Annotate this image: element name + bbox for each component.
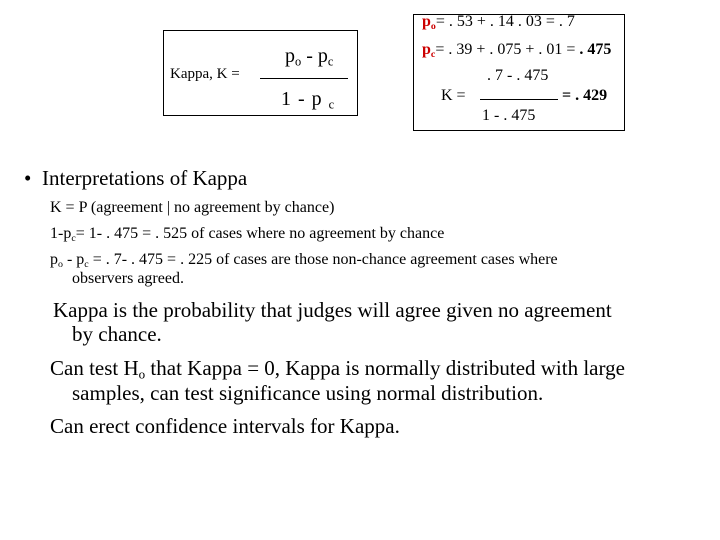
kappa-computation-box (413, 14, 625, 131)
text-line-confidence: Can erect confidence intervals for Kappa. (50, 414, 400, 438)
po-rest: = . 53 + . 14 . 03 = . 7 (435, 13, 575, 30)
denominator-sub: c (328, 97, 336, 112)
numerator-b-sub: c (327, 54, 334, 69)
text-line-non-chance-cont: observers agreed. (72, 270, 184, 287)
bullet-marker: • (24, 166, 32, 190)
formula-denominator (281, 88, 335, 111)
po-label: p (422, 13, 431, 30)
denominator-text: 1 - p (281, 88, 323, 110)
pc-result: . 475 (579, 41, 612, 58)
pc-sub: c (430, 48, 436, 60)
numerator-a: p (285, 45, 295, 67)
k-result: = . 429 (562, 87, 608, 104)
text-line-test-h0 (50, 356, 625, 381)
line2-sub: c (71, 232, 76, 244)
line3-a: p (50, 251, 58, 268)
po-computation (422, 13, 575, 31)
numerator-op: - (301, 45, 318, 67)
po-sub: o (430, 20, 436, 32)
k-denominator: 1 - . 475 (482, 107, 536, 124)
kappa-formula-box (163, 30, 358, 116)
text-line-probability-cont: by chance. (72, 322, 162, 346)
k-label: K = (441, 87, 466, 104)
line3-c: = . 7- . 475 = . 225 of cases are those non-chance agreement cases where (88, 251, 558, 268)
text-line-non-chance (50, 251, 558, 269)
line2-b: = 1- . 475 = . 525 of cases where no agreement by chance (75, 225, 445, 242)
k-numerator: . 7 - . 475 (487, 67, 549, 84)
pc-label: p (422, 41, 431, 58)
text-line-no-agreement (50, 225, 444, 243)
numerator-b: p (317, 45, 328, 67)
line5-a: Can test H (50, 356, 139, 380)
line2-a: 1-p (50, 225, 72, 242)
formula-numerator (285, 45, 333, 68)
text-line-test-h0-cont: samples, can test significance using normal distribution. (72, 381, 544, 405)
kappa-label: Kappa, K = (170, 66, 240, 82)
pc-rest: = . 39 + . 075 + . 01 = (435, 41, 580, 58)
line5-b: that Kappa = 0, Kappa is normally distributed with large (145, 356, 625, 380)
text-line-probability: Kappa is the probability that judges will agree given no agreement (53, 298, 612, 322)
line5-sub: o (138, 366, 146, 382)
numerator-a-sub: o (295, 54, 302, 69)
line3-b: - p (62, 251, 85, 268)
line3-sub2: c (84, 258, 89, 270)
section-heading: Interpretations of Kappa (42, 166, 248, 190)
pc-computation (422, 41, 611, 59)
text-line-definition: K = P (agreement | no agreement by chance) (50, 199, 335, 216)
fraction-bar (260, 78, 348, 79)
line3-sub1: o (58, 258, 63, 270)
k-fraction-bar (480, 99, 558, 100)
